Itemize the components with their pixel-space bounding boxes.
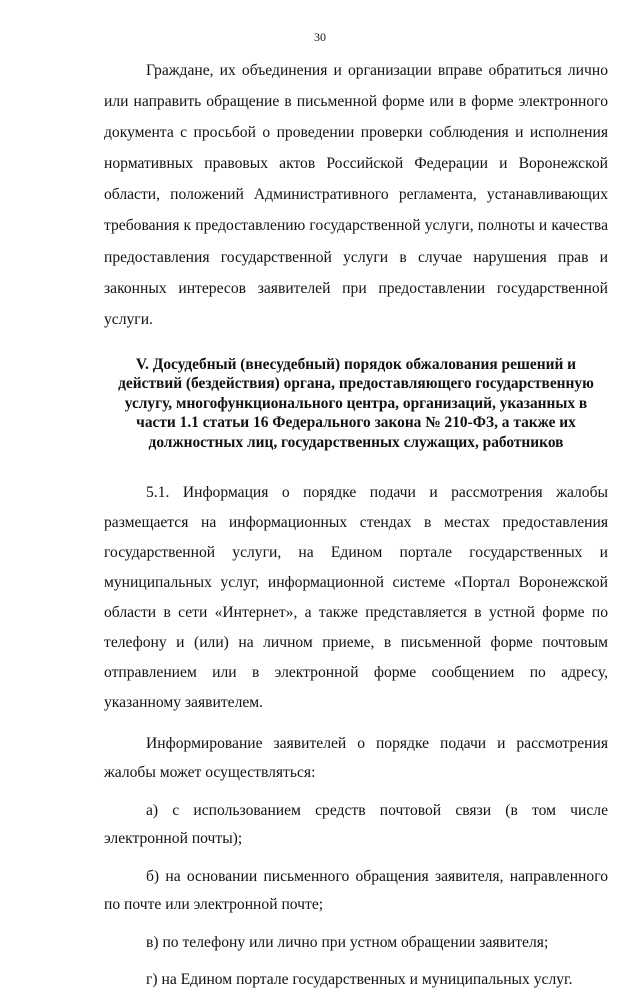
clause-5-1: 5.1. Информация о порядке подачи и рассмотрения жалобы размещается на информационных стендах в местах предоставления государственной услуги, на Едином портале государственных и муниципальных услуг, информационной системе «Портал Воронежской области в сети «Интернет», а также представляется в устной форме по телефону и (или) на личном приеме, в письменной форме почтовым отправлением или в электронной форме сообщением по адресу, указанному заявителем.	[104, 484, 608, 712]
section-heading: V. Досудебный (внесудебный) порядок обжалования решений и действий (бездействия) органа, предоставляющего государственную услугу, многофункционального центра, организаций, указанных в части 1.1 статьи 16 Федерального закона № 210-ФЗ, а также их должностных лиц, государственных служащих, работников	[118, 355, 594, 451]
list-item: а) с использованием средств почтовой связи (в том числе электронной почты);	[104, 801, 608, 847]
informing-intro: Информирование заявителей о порядке подачи и рассмотрения жалобы может осуществляться:	[104, 735, 608, 781]
document-body	[104, 55, 608, 994]
page-number: 30	[314, 30, 326, 44]
list-item: б) на основании письменного обращения заявителя, направленного по почте или электронной почте;	[104, 868, 608, 914]
list-item: г) на Едином портале государственных и муниципальных услуг.	[146, 970, 573, 988]
list-item: в) по телефону или лично при устном обращении заявителя;	[146, 933, 549, 951]
intro-paragraph: Граждане, их объединения и организации вправе обратиться лично или направить обращение в письменной форме или в форме электронного документа с просьбой о проведении проверки соблюдения и исполнения нормативных правовых актов Российской Федерации и Воронежской области, положений Административного регламента, устанавливающих требования к предоставлению государственной услуги, полноты и качества предоставления государственной услуги в случае нарушения прав и законных интересов заявителей при предоставлении государственной услуги.	[104, 62, 608, 328]
